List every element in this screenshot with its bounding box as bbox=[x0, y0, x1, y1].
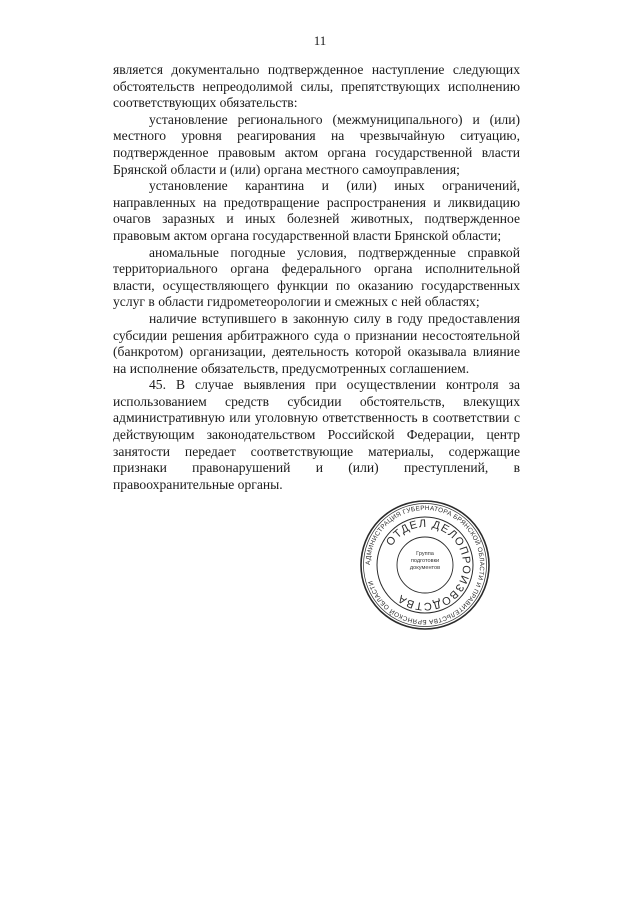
document-body bbox=[113, 62, 520, 493]
paragraph-4: аномальные погодные условия, подтвержденные справкой территориального органа федерального органа исполнительной власти, осуществляющего функции по оказанию государственных услуг в области гидрометеорологии и смежных с ней областях; bbox=[113, 244, 520, 310]
paragraph-2: установление регионального (межмуниципального) и (или) местного уровня реагирования на чрезвычайную ситуацию, подтвержденное правовым актом органа государственной власти Брянской области и (или) органа местного самоуправления; bbox=[113, 111, 520, 177]
stamp-center-line-3: документов bbox=[409, 565, 441, 571]
paragraph-5: наличие вступившего в законную силу в году предоставления субсидии решения арбитражного суда о признании несостоятельной (банкротом) организации, деятельность которой оказывала влияние на исполнение обязательств, предусмотренных соглашением. bbox=[113, 310, 520, 376]
page-number: 11 bbox=[313, 33, 327, 48]
stamp-center-line-2: подготовки bbox=[410, 558, 440, 564]
stamp-center-label bbox=[402, 551, 448, 579]
stamp-inner-ring-text: ОТДЕЛ ДЕЛОПРОИЗВОДСТВА bbox=[384, 517, 473, 613]
paragraph-6: 45. В случае выявления при осуществлении контроля за использованием средств субсидии обстоятельств, влекущих административную или уголовную ответственность в соответствии с действующим законодательством Российской Федерации, центр занятости передает соответствующие материалы, содержащие признаки правонарушений и (или) преступлений, в правоохранительные органы. bbox=[113, 377, 520, 492]
paragraph-1: является документально подтвержденное наступление следующих обстоятельств непреодолимой силы, препятствующих исполнению соответствующих обязательств: bbox=[113, 62, 520, 111]
paragraph-3: установление карантина и (или) иных ограничений, направленных на предотвращение распространения и ликвидацию очагов заразных и иных болезней животных, подтвержденное правовым актом органа государственной власти Брянской области; bbox=[113, 178, 520, 243]
official-seal-stamp bbox=[358, 498, 492, 632]
stamp-center-line-1: Группа bbox=[416, 551, 434, 557]
stamp-outer-ring-text: АДМИНИСТРАЦИЯ ГУБЕРНАТОРА БРЯНСКОЙ ОБЛАСТИ И ПРАВИТЕЛЬСТВА БРЯНСКОЙ ОБЛАСТИ bbox=[364, 504, 486, 626]
